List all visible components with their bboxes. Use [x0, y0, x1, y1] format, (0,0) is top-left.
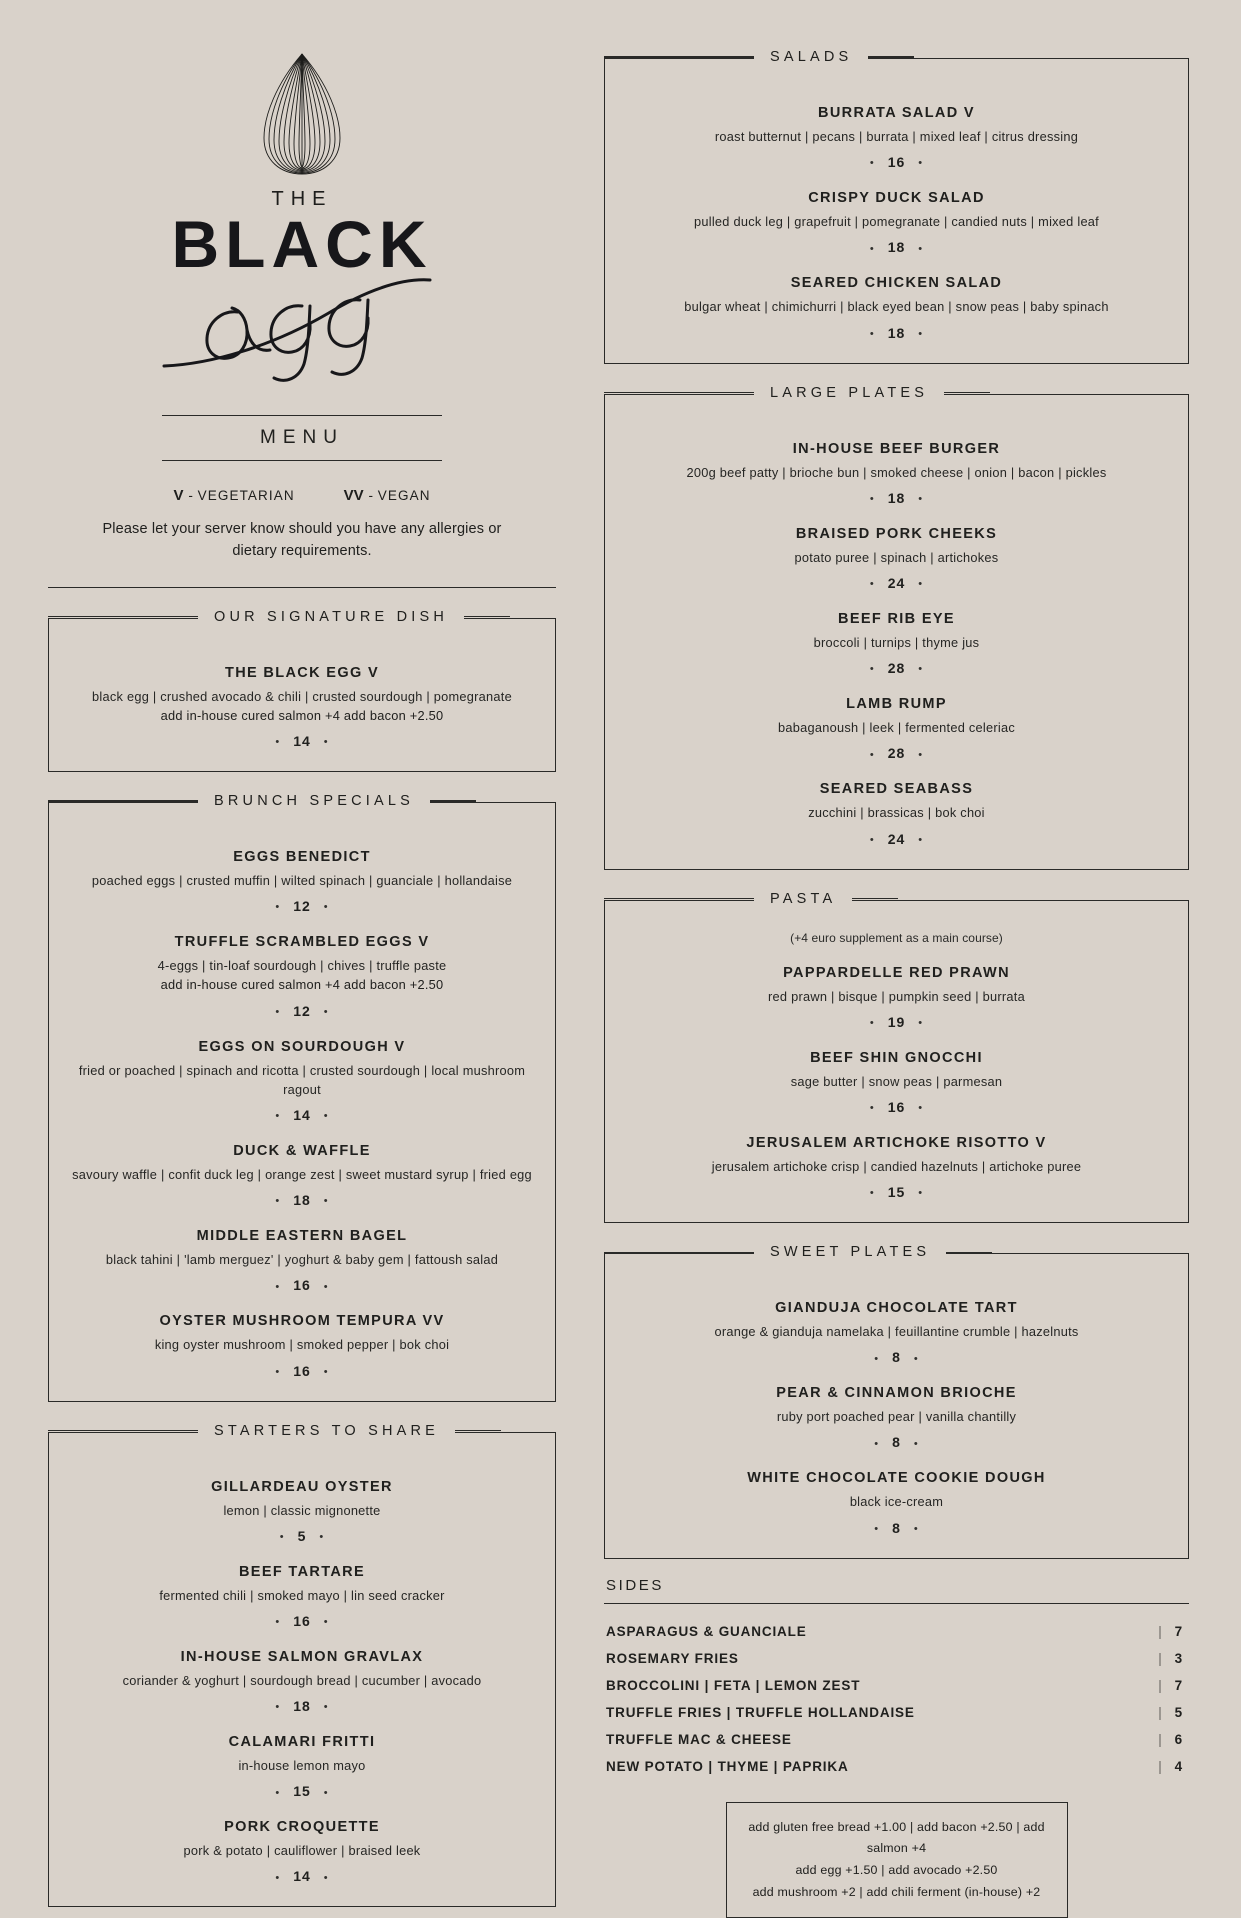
dish-description: fermented chili | smoked mayo | lin seed cracker: [159, 1587, 445, 1603]
menu-item: [621, 1470, 1172, 1535]
menu-item: [65, 1143, 539, 1208]
header-rule-right: [455, 1430, 501, 1431]
side-bar: |: [1158, 1650, 1163, 1666]
dish-name: OYSTER MUSHROOM TEMPURA VV: [159, 1313, 445, 1330]
dish-price: • 16 •: [869, 154, 924, 171]
dish-price: • 5 •: [279, 1527, 325, 1544]
legend-dash-v: -: [188, 487, 193, 503]
side-bar: |: [1158, 1758, 1163, 1774]
right-column: [604, 36, 1189, 1899]
dish-description: ruby port poached pear | vanilla chantilly: [776, 1409, 1017, 1425]
section-header: [49, 609, 555, 625]
side-price: 7: [1174, 1623, 1183, 1639]
dish-price: • 15 •: [275, 1783, 329, 1800]
side-bar: |: [1158, 1623, 1163, 1639]
menu-item: [621, 190, 1172, 255]
header-rule-left: [48, 1430, 198, 1431]
sides-divider: [604, 1603, 1189, 1604]
dish-name: PEAR & CINNAMON BRIOCHE: [776, 1385, 1017, 1402]
dish-description: zucchini | brassicas | bok choi: [808, 805, 985, 821]
dish-description: 4-eggs | tin-loaf sourdough | chives | truffle paste: [157, 958, 447, 974]
dish-name: JERUSALEM ARTICHOKE RISOTTO V: [746, 1134, 1047, 1151]
dish-addons: add in-house cured salmon +4 add bacon +2.50: [160, 707, 444, 723]
side-price-cell: [1158, 1624, 1189, 1639]
dish-price: • 18 •: [275, 1192, 329, 1209]
side-row: [604, 1645, 1189, 1672]
dish-name: EGGS BENEDICT: [233, 849, 371, 865]
section-signature-dish: [48, 608, 556, 772]
side-price: 6: [1174, 1731, 1183, 1747]
menu-item: [621, 275, 1172, 340]
legend-dash-vv: -: [368, 487, 373, 503]
section-salads: [604, 49, 1189, 364]
header-rule-right: [852, 898, 898, 899]
section-sweet-plates: [604, 1244, 1189, 1559]
section-title: BRUNCH SPECIALS: [198, 793, 430, 809]
dish-name: TRUFFLE SCRAMBLED EGGS V: [174, 934, 430, 951]
menu-item: [65, 1649, 539, 1714]
dish-name: PAPPARDELLE RED PRAWN: [783, 964, 1010, 981]
dish-description: savoury waffle | confit duck leg | orange zest | sweet mustard syrup | fried egg: [72, 1166, 532, 1182]
extras-box: [726, 1802, 1068, 1918]
vegetarian-label: VEGETARIAN: [197, 487, 295, 503]
header-rule-left: [48, 616, 198, 617]
side-price-cell: [1158, 1651, 1189, 1666]
menu-item: [621, 611, 1172, 676]
menu-item: [621, 1300, 1172, 1365]
menu-item: [65, 665, 539, 749]
header-rule-left: [604, 1252, 754, 1253]
dish-description: pulled duck leg | grapefruit | pomegranate | candied nuts | mixed leaf: [694, 214, 1099, 230]
side-bar: |: [1158, 1731, 1163, 1747]
dish-name: SEARED SEABASS: [819, 781, 974, 798]
logo-black: BLACK: [171, 207, 433, 281]
dish-name: EGGS ON SOURDOUGH V: [198, 1038, 406, 1055]
dish-price: • 16 •: [275, 1612, 329, 1629]
dish-description: roast butternut | pecans | burrata | mixed leaf | citrus dressing: [714, 129, 1079, 144]
sides-label: SIDES: [606, 1576, 665, 1594]
dish-description: jerusalem artichoke crisp | candied hazelnuts | artichoke puree: [711, 1158, 1082, 1174]
dish-description: fried or poached | spinach and ricotta | crusted sourdough | local mushroom ragout: [78, 1062, 526, 1097]
legend-vegetarian: [173, 487, 294, 504]
section-large-plates: [604, 384, 1189, 870]
side-row: [604, 1726, 1189, 1753]
side-name: ASPARAGUS & GUANCIALE: [606, 1623, 807, 1639]
dish-price: • 8 •: [874, 1434, 919, 1451]
dish-description: 200g beef patty | brioche bun | smoked cheese | onion | bacon | pickles: [686, 464, 1107, 480]
section-header: [49, 793, 555, 809]
side-price-cell: [1158, 1705, 1189, 1720]
side-name: TRUFFLE MAC & CHEESE: [606, 1731, 792, 1747]
menu-item: [65, 1819, 539, 1884]
menu-item: [621, 781, 1172, 846]
header-rule-left: [604, 56, 754, 57]
menu-item: [65, 934, 539, 1018]
dish-name: BRAISED PORK CHEEKS: [795, 525, 998, 542]
menu-item: [65, 1039, 539, 1123]
header-rule-right: [430, 800, 476, 801]
side-row: [604, 1618, 1189, 1645]
dish-description: king oyster mushroom | smoked pepper | bok choi: [154, 1337, 450, 1353]
side-price: 3: [1174, 1650, 1183, 1666]
section-sides: [604, 1577, 1189, 1780]
menu-item: [621, 1385, 1172, 1450]
header-rule-left: [604, 898, 754, 899]
side-price: 5: [1174, 1704, 1183, 1720]
dish-name: IN-HOUSE SALMON GRAVLAX: [180, 1648, 424, 1665]
dish-description: potato puree | spinach | artichokes: [794, 549, 999, 565]
extras-line-1: add gluten free bread +1.00 | add bacon +2.50 | add salmon +4: [748, 1819, 1045, 1856]
section-title: LARGE PLATES: [754, 385, 944, 401]
dish-name: SEARED CHICKEN SALAD: [790, 275, 1003, 292]
section-header: [605, 385, 1188, 401]
dish-name: PORK CROQUETTE: [224, 1819, 380, 1836]
dish-price: • 16 •: [275, 1277, 329, 1294]
dish-price: • 12 •: [275, 898, 329, 915]
dish-description: lemon | classic mignonette: [223, 1502, 381, 1518]
menu-item: [621, 965, 1172, 1030]
dish-price: • 18 •: [869, 324, 924, 341]
side-row: [604, 1699, 1189, 1726]
section-brunch-specials: [48, 793, 556, 1402]
dish-description: babaganoush | leek | fermented celeriac: [778, 720, 1015, 736]
side-row: [604, 1672, 1189, 1699]
section-title: SALADS: [754, 49, 868, 65]
dish-description: pork & potato | cauliflower | braised leek: [183, 1843, 421, 1859]
extras-line-2: add egg +1.50 | add avocado +2.50: [795, 1863, 998, 1878]
menu-item: [621, 105, 1172, 170]
section-header: [605, 49, 1188, 65]
pasta-supplement-note: (+4 euro supplement as a main course): [790, 930, 1003, 945]
dish-description: black tahini | 'lamb merguez' | yoghurt & baby gem | fattoush salad: [105, 1252, 499, 1268]
side-price-cell: [1158, 1678, 1189, 1693]
side-price-cell: [1158, 1759, 1189, 1774]
dish-name: LAMB RUMP: [846, 696, 947, 713]
dish-price: • 28 •: [869, 745, 924, 762]
vegetarian-symbol: V: [173, 486, 184, 504]
side-row: [604, 1753, 1189, 1780]
dish-price: • 24 •: [869, 830, 924, 847]
menu-item: [621, 1050, 1172, 1115]
header-rule-left: [48, 800, 198, 801]
dish-name: GILLARDEAU OYSTER: [211, 1478, 393, 1495]
dish-price: • 14 •: [275, 733, 329, 749]
section-header: [49, 1423, 555, 1439]
legend-vegan: [344, 487, 431, 504]
dish-description: black egg | crushed avocado & chili | crusted sourdough | pomegranate: [92, 688, 512, 704]
logo-egg-script: [48, 266, 556, 391]
side-price: 7: [1174, 1677, 1183, 1693]
extras-line-3: add mushroom +2 | add chili ferment (in-house) +2: [752, 1884, 1041, 1899]
dish-name: BURRATA SALAD V: [818, 105, 975, 121]
dish-price: • 12 •: [275, 1002, 329, 1019]
menu-item: [621, 696, 1172, 761]
dish-name: BEEF SHIN GNOCCHI: [810, 1049, 983, 1066]
side-name: TRUFFLE FRIES | TRUFFLE HOLLANDAISE: [606, 1704, 915, 1720]
dish-price: • 14 •: [275, 1868, 329, 1885]
menu-item: [65, 1564, 539, 1629]
egg-line-mark-icon: [254, 50, 350, 178]
dish-name: DUCK & WAFFLE: [233, 1142, 371, 1159]
dish-name: CRISPY DUCK SALAD: [808, 190, 985, 207]
dish-price: • 8 •: [874, 1349, 919, 1366]
dish-description: orange & gianduja namelaka | feuillantine crumble | hazelnuts: [714, 1324, 1079, 1340]
dish-description: poached eggs | crusted muffin | wilted spinach | guanciale | hollandaise: [91, 873, 513, 888]
dish-name: CALAMARI FRITTI: [228, 1734, 376, 1751]
vegan-symbol: VV: [343, 486, 364, 504]
dish-name: GIANDUJA CHOCOLATE TART: [775, 1300, 1018, 1317]
side-price: 4: [1174, 1758, 1183, 1774]
dish-addons: add in-house cured salmon +4 add bacon +2.50: [160, 977, 444, 993]
side-name: ROSEMARY FRIES: [606, 1650, 739, 1666]
menu-item: [621, 441, 1172, 506]
dish-price: • 15 •: [869, 1184, 924, 1201]
dish-description: coriander & yoghurt | sourdough bread | cucumber | avocado: [122, 1672, 482, 1688]
header-rule-right: [464, 616, 510, 617]
dish-price: • 14 •: [275, 1106, 329, 1123]
menu-item: [65, 1228, 539, 1293]
dish-name: BEEF TARTARE: [238, 1563, 366, 1580]
menu-item: [621, 1135, 1172, 1200]
section-pasta: [604, 890, 1189, 1224]
section-title: OUR SIGNATURE DISH: [198, 609, 464, 625]
section-header: [605, 891, 1188, 907]
header-rule-right: [944, 392, 990, 393]
divider-rule: [48, 587, 556, 588]
dish-price: • 16 •: [275, 1362, 329, 1379]
section-title: STARTERS TO SHARE: [198, 1423, 455, 1439]
dish-price: • 28 •: [869, 660, 924, 677]
dish-price: • 18 •: [869, 239, 924, 256]
header-rule-right: [946, 1252, 992, 1253]
menu-title-block: [162, 415, 442, 461]
menu-title: MENU: [260, 426, 344, 448]
menu-item: [65, 1734, 539, 1799]
dish-name: WHITE CHOCOLATE COOKIE DOUGH: [747, 1470, 1046, 1487]
section-title: PASTA: [754, 891, 852, 907]
allergy-note: Please let your server know should you have any allergies or dietary requirements.: [102, 520, 502, 560]
dietary-legend: [48, 487, 556, 504]
logo-the: THE: [271, 188, 333, 210]
menu-item: [65, 1313, 539, 1378]
dish-description: bulgar wheat | chimichurri | black eyed bean | snow peas | baby spinach: [684, 299, 1109, 315]
dish-description: red prawn | bisque | pumpkin seed | burrata: [768, 988, 1025, 1004]
dish-name: BEEF RIB EYE: [838, 610, 955, 627]
section-title: SWEET PLATES: [754, 1244, 946, 1260]
menu-item: [65, 1479, 539, 1544]
sides-list: [604, 1618, 1189, 1780]
dish-description: black ice-cream: [849, 1494, 944, 1510]
dish-price: • 19 •: [869, 1013, 924, 1030]
dish-price: • 16 •: [869, 1098, 924, 1115]
left-column: [48, 36, 556, 1885]
section-header: [605, 1244, 1188, 1260]
brand-logo: [48, 36, 556, 391]
dish-name: THE BLACK EGG V: [225, 664, 379, 681]
menu-item: [621, 526, 1172, 591]
dish-price: • 18 •: [869, 489, 924, 506]
menu-item: [65, 849, 539, 914]
vegan-label: VEGAN: [377, 487, 431, 503]
side-bar: |: [1158, 1677, 1163, 1693]
dish-price: • 8 •: [874, 1519, 919, 1536]
header-rule-right: [868, 56, 914, 57]
side-name: BROCCOLINI | FETA | LEMON ZEST: [606, 1677, 861, 1693]
header-rule-left: [604, 392, 754, 393]
side-name: NEW POTATO | THYME | PAPRIKA: [606, 1758, 849, 1774]
dish-price: • 18 •: [275, 1698, 329, 1715]
dish-price: • 24 •: [869, 574, 924, 591]
side-bar: |: [1158, 1704, 1163, 1720]
side-price-cell: [1158, 1732, 1189, 1747]
egg-script-icon: [152, 266, 452, 386]
dish-description: broccoli | turnips | thyme jus: [813, 634, 980, 650]
dish-description: in-house lemon mayo: [238, 1758, 366, 1774]
dish-description: sage butter | snow peas | parmesan: [790, 1073, 1003, 1089]
dish-name: MIDDLE EASTERN BAGEL: [196, 1228, 408, 1245]
section-starters-to-share: [48, 1422, 556, 1908]
dish-name: IN-HOUSE BEEF BURGER: [792, 440, 1001, 457]
